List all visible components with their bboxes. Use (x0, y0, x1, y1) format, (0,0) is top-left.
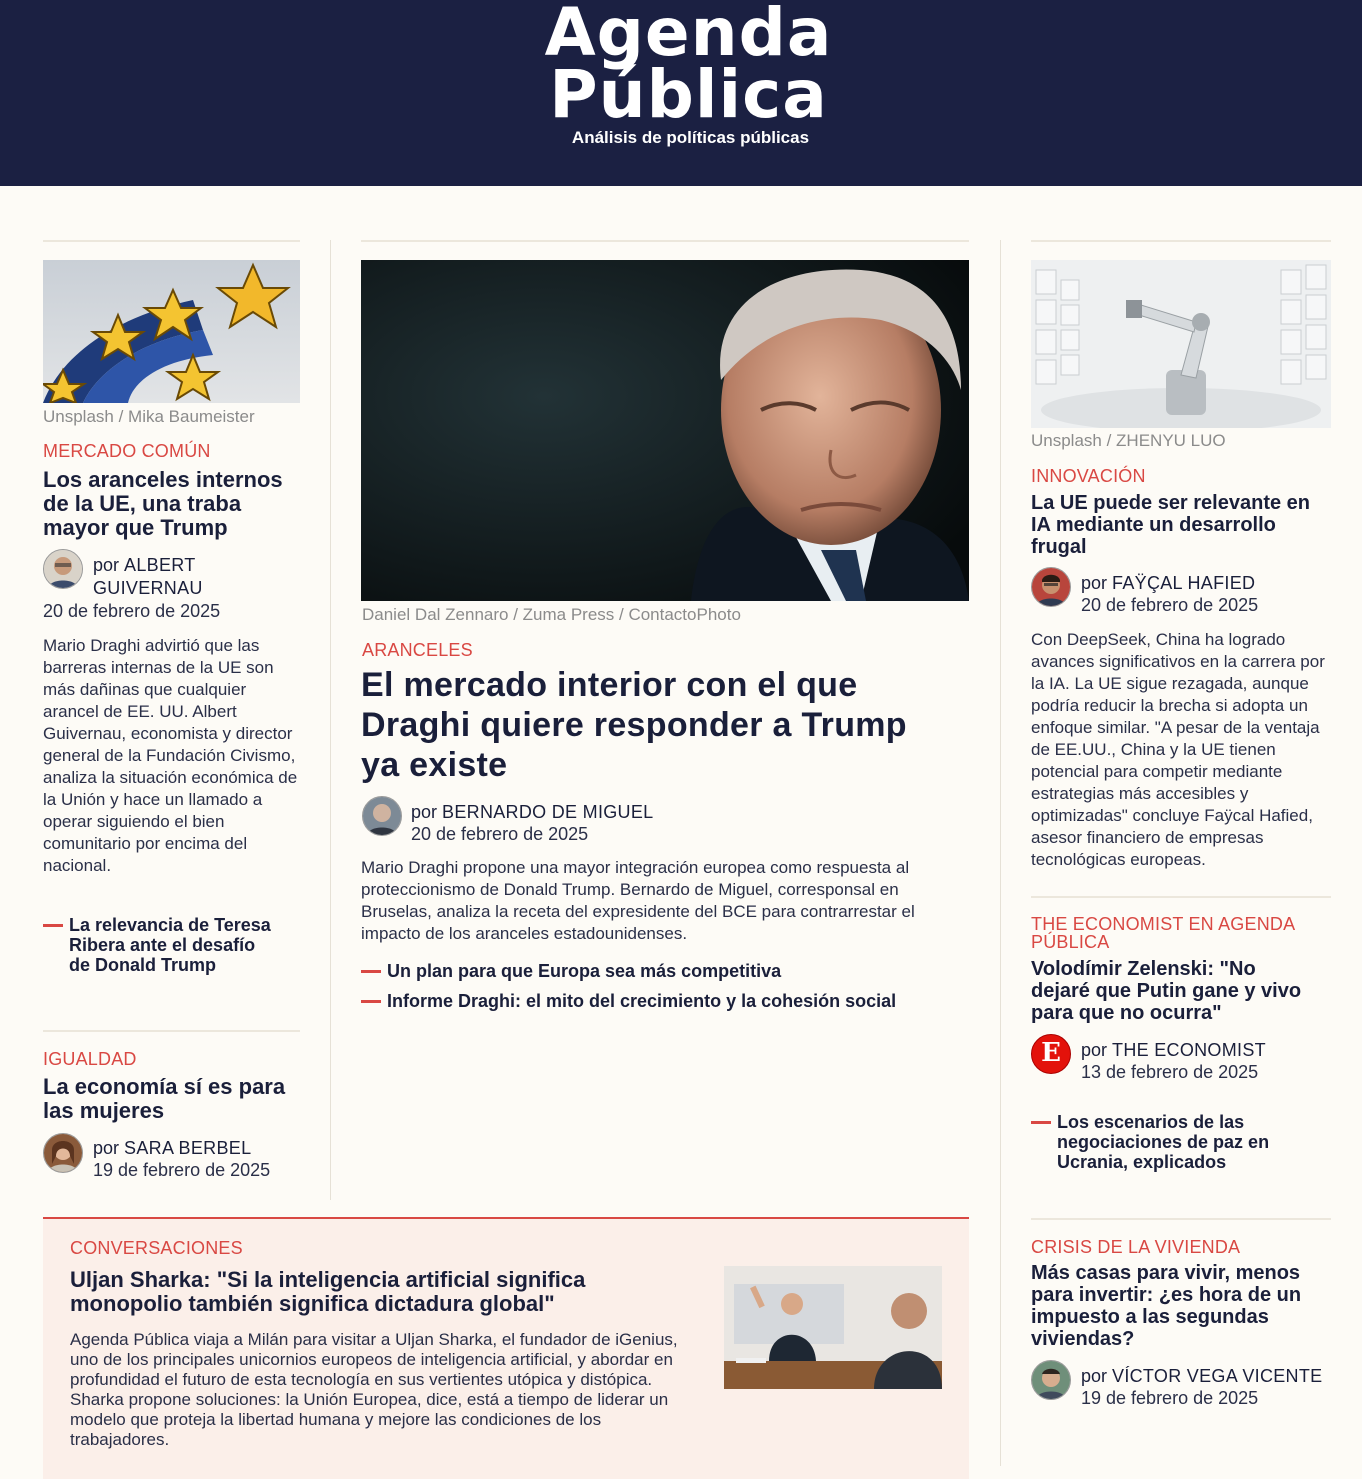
article-excerpt: Mario Draghi propone una mayor integración europea como respuesta al proteccionismo de Donald Trump. Bernardo de Miguel, corresponsal en Bruselas, analiza la receta del expresidente del BCE para contrarrestar el impacto de los aranceles estadounidenses. (361, 858, 915, 943)
avatar-image (44, 550, 82, 588)
author-byline (1081, 1365, 1341, 1388)
interview-image[interactable] (724, 1266, 942, 1389)
author-name-cont[interactable]: GUIVERNAU (93, 578, 203, 598)
related-dash (1031, 1121, 1051, 1124)
article-title[interactable] (70, 1268, 710, 1316)
title-line: de la UE, una traba (43, 491, 242, 516)
image-credit: Unsplash / Mika Baumeister (43, 407, 255, 426)
author-avatar[interactable] (43, 549, 83, 589)
article-divider (1031, 896, 1331, 898)
byline-prefix: por (1081, 1366, 1108, 1386)
featured-image-draghi[interactable] (361, 260, 969, 601)
avatar-image (44, 1134, 82, 1172)
article-divider (43, 1030, 300, 1032)
economist-logo-letter: E (1041, 1038, 1061, 1068)
title-line: mayor que Trump (43, 515, 228, 540)
title-line: El mercado interior con el que (361, 666, 858, 704)
related-line: de Donald Trump (69, 955, 217, 975)
site-header (0, 0, 1362, 186)
article-excerpt: Agenda Pública viaja a Milán para visitar a Uljan Sharka, el fundador de iGenius, uno de los principales unicornios europeos de inteligencia artificial, y abordar en profundidad el futuro de esta tecnología en sus vertientes utópica y distópica. Sharka propone soluciones: la Unión Europea, dice, está a tiempo de liderar un modelo que proteja la libertad humana y mejore las condiciones de los trabajadores. (70, 1330, 678, 1449)
article-excerpt: Mario Draghi advirtió que las barreras internas de la UE son más dañinas que cualquier arancel de EE. UU. Albert Guivernau, economista y director general de la Fundación Civismo, analiza la situación económica de la Unión y hace un llamado a operar siguiendo el bien comunitario por encima del nacional. (43, 636, 298, 875)
title-line: La economía sí es para (43, 1074, 286, 1099)
article-title[interactable] (1031, 958, 1341, 1024)
article-date: 20 de febrero de 2025 (411, 824, 589, 844)
author-name[interactable]: ALBERT (124, 555, 196, 575)
image-credit: Daniel Dal Zennaro / Zuma Press / ContactoPhoto (362, 605, 741, 624)
related-link-text: Informe Draghi: el mito del crecimiento y la cohesión social (387, 991, 897, 1011)
title-line: Más casas para vivir, menos (1031, 1262, 1301, 1284)
related-link[interactable] (361, 991, 969, 1013)
category-line: PÚBLICA (1031, 932, 1110, 952)
author-avatar[interactable] (43, 1133, 83, 1173)
title-line: Uljan Sharka: "Si la inteligencia artificial significa (70, 1267, 586, 1292)
author-name[interactable]: VÍCTOR VEGA VICENTE (1112, 1366, 1323, 1386)
related-link-text: Un plan para que Europa sea más competitiva (387, 961, 782, 981)
title-line: viviendas? (1031, 1328, 1135, 1350)
byline-prefix: por (411, 802, 438, 822)
title-line: IA mediante un desarrollo (1031, 514, 1276, 536)
related-link-text (1057, 1112, 1269, 1172)
title-line: impuesto a las segundas (1031, 1306, 1269, 1328)
related-dash (43, 924, 63, 927)
byline-prefix: por (93, 1138, 120, 1158)
author-byline (93, 554, 293, 600)
author-avatar[interactable] (1031, 1360, 1071, 1400)
euro-stars-image (43, 260, 300, 403)
article-image-robot-arm[interactable] (1031, 260, 1331, 428)
conversaciones-feature (43, 1217, 969, 1479)
article-category[interactable]: INNOVACIÓN (1031, 466, 1146, 486)
author-byline (93, 1137, 313, 1160)
related-line: Los escenarios de las (1057, 1112, 1245, 1132)
article-image-euro-sculpture[interactable] (43, 260, 300, 403)
author-avatar[interactable] (1031, 567, 1071, 607)
article-excerpt: Con DeepSeek, China ha logrado avances significativos en la carrera por la IA. La UE sigue rezagada, aunque podría reducir la brecha si adopta un enfoque similar. "A pesar de la ventaja de EE.UU., China y la UE tienen potencial para competir mediante estrategias más accesibles y optimizadas" concluye Faÿcal Hafied, asesor financiero de empresas tecnológicas europeas. (1031, 630, 1325, 869)
avatar-image (1032, 1361, 1070, 1399)
title-line: para invertir: ¿es hora de un (1031, 1284, 1302, 1306)
column-divider (361, 240, 969, 242)
related-line: Ribera ante el desafío (69, 935, 256, 955)
vertical-divider (1000, 240, 1001, 1466)
related-link[interactable] (361, 961, 969, 983)
logo-tagline: Análisis de políticas públicas (571, 128, 810, 147)
column-divider (43, 240, 300, 242)
article-category[interactable] (1031, 915, 1331, 951)
article-title[interactable] (43, 468, 313, 540)
column-divider (1031, 240, 1331, 242)
author-byline (1081, 572, 1331, 595)
avatar-image (1032, 568, 1070, 606)
title-line: monopolio también significa dictadura global" (70, 1291, 555, 1316)
logo-word-agenda: Agenda (544, 0, 833, 71)
article-category[interactable]: IGUALDAD (43, 1049, 137, 1069)
related-link-text (69, 915, 271, 975)
title-line: Los aranceles internos (43, 467, 283, 492)
article-title[interactable] (1031, 1262, 1341, 1350)
robot-arm-image (1031, 260, 1331, 428)
article-date: 19 de febrero de 2025 (93, 1160, 271, 1180)
author-byline (1081, 1039, 1331, 1062)
author-avatar[interactable] (1031, 1034, 1071, 1074)
related-dash (361, 970, 381, 973)
title-line: La UE puede ser relevante en (1031, 492, 1311, 514)
article-date: 20 de febrero de 2025 (43, 601, 221, 621)
related-line: Ucrania, explicados (1057, 1152, 1227, 1172)
featured-title[interactable] (361, 665, 981, 785)
author-avatar[interactable] (362, 796, 402, 836)
title-line: dejaré que Putin gane y vivo (1031, 980, 1302, 1002)
category-line: THE ECONOMIST EN AGENDA (1031, 914, 1296, 934)
image-credit: Unsplash / ZHENYU LUO (1031, 431, 1226, 450)
author-name[interactable]: THE ECONOMIST (1112, 1040, 1266, 1060)
title-line: Draghi quiere responder a Trump (361, 706, 907, 744)
article-category[interactable]: MERCADO COMÚN (43, 441, 211, 461)
vertical-divider (330, 240, 331, 1200)
title-line: frugal (1031, 536, 1087, 558)
byline-prefix: por (1081, 1040, 1108, 1060)
author-name[interactable]: BERNARDO DE MIGUEL (442, 802, 654, 822)
title-line: Volodímir Zelenski: "No (1031, 958, 1256, 980)
article-category[interactable]: ARANCELES (362, 640, 473, 660)
logo-word-publica: Pública (549, 56, 828, 133)
author-byline (411, 801, 811, 824)
interview-photo (724, 1266, 942, 1389)
avatar-image (363, 797, 401, 835)
title-line: ya existe (361, 746, 508, 784)
article-title[interactable] (1031, 492, 1341, 558)
article-date: 20 de febrero de 2025 (1081, 595, 1259, 615)
byline-prefix: por (1081, 573, 1108, 593)
related-link[interactable] (1031, 1112, 1331, 1176)
related-line: negociaciones de paz en (1057, 1132, 1270, 1152)
author-name[interactable]: FAŸÇAL HAFIED (1112, 573, 1256, 593)
article-category[interactable]: CONVERSACIONES (70, 1238, 243, 1258)
title-line: las mujeres (43, 1098, 165, 1123)
title-line: para que no ocurra" (1031, 1002, 1222, 1024)
draghi-portrait-image (361, 260, 969, 601)
author-name[interactable]: SARA BERBEL (124, 1138, 252, 1158)
article-divider (1031, 1218, 1331, 1220)
related-link[interactable] (43, 915, 313, 979)
related-dash (361, 1000, 381, 1003)
related-line: La relevancia de Teresa (69, 915, 271, 935)
article-category[interactable]: CRISIS DE LA VIVIENDA (1031, 1237, 1241, 1257)
article-title[interactable] (43, 1075, 313, 1123)
byline-prefix: por (93, 555, 120, 575)
article-date: 19 de febrero de 2025 (1081, 1388, 1259, 1408)
site-logo[interactable] (0, 0, 1362, 186)
article-date: 13 de febrero de 2025 (1081, 1062, 1259, 1082)
